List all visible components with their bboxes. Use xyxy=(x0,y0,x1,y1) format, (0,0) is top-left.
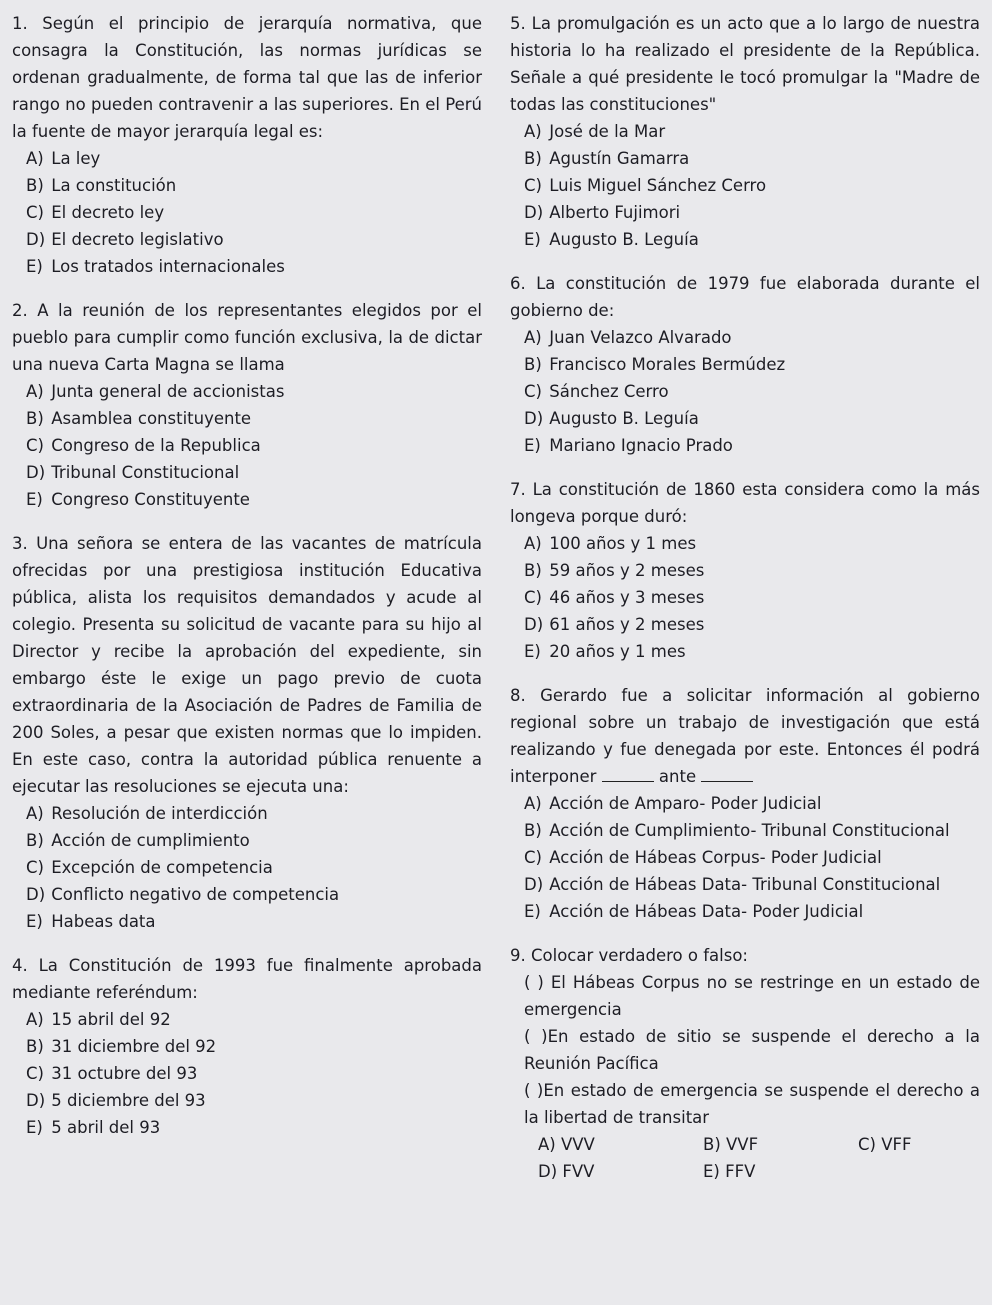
option-text: Acción de cumplimiento xyxy=(51,831,250,850)
question-8-stem-ante: ante xyxy=(658,767,697,786)
option-text: Habeas data xyxy=(51,912,156,931)
true-false-item[interactable]: ( )En estado de emergencia se suspende el derecho a la libertad de transitar xyxy=(524,1081,980,1127)
option-letter: D) xyxy=(524,203,544,222)
question-8-options xyxy=(510,790,980,925)
option-letter: A) xyxy=(524,534,542,553)
option-c[interactable] xyxy=(510,844,980,871)
question-1 xyxy=(12,10,482,280)
option-text: Sánchez Cerro xyxy=(549,382,669,401)
option-text: Junta general de accionistas xyxy=(51,382,285,401)
option-c[interactable] xyxy=(12,199,482,226)
option-a[interactable] xyxy=(510,530,980,557)
true-false-item[interactable]: ( )En estado de sitio se suspende el derecho a la Reunión Pacífica xyxy=(524,1027,980,1073)
option-text: Acción de Hábeas Data- Poder Judicial xyxy=(549,902,864,921)
question-8-stem: 8. Gerardo fue a solicitar información al gobierno regional sobre un trabajo de investigación que está realizando y fue denegada por este. Entonces él podrá interponer xyxy=(510,686,980,786)
option-text: Resolución de interdicción xyxy=(51,804,268,823)
option-b[interactable] xyxy=(510,817,980,844)
question-3-text: 3. Una señora se entera de las vacantes de matrícula ofrecidas por una prestigiosa institución Educativa pública, alista los requisitos demandados y acude al colegio. Presenta su solicitud de vacante para su hijo al Director y recibe la aprobación del expediente, sin embargo éste le exige un pago previo de cuota extraordinaria de la Asociación de Padres de Familia de 200 Soles, a pesar que existen normas que lo impiden. En este caso, contra la autoridad pública renuente a ejecutar las resoluciones se ejecuta una: xyxy=(12,534,482,796)
option-text: Mariano Ignacio Prado xyxy=(549,436,733,455)
question-2-text: 2. A la reunión de los representantes elegidos por el pueblo para cumplir como función exclusiva, la de dictar una nueva Carta Magna se llama xyxy=(12,301,482,374)
question-4 xyxy=(12,952,482,1141)
option-text: Congreso Constituyente xyxy=(51,490,250,509)
option-e[interactable]: E) FFV xyxy=(703,1162,756,1181)
option-text: La constitución xyxy=(51,176,177,195)
option-letter: E) xyxy=(524,642,541,661)
option-letter: B) xyxy=(524,355,542,374)
option-letter: D) xyxy=(524,409,544,428)
option-letter: B) xyxy=(26,831,44,850)
option-letter: C) xyxy=(524,848,542,867)
option-e[interactable] xyxy=(510,898,980,925)
option-text: 5 abril del 93 xyxy=(51,1118,161,1137)
option-text: Acción de Amparo- Poder Judicial xyxy=(549,794,822,813)
option-a[interactable] xyxy=(510,118,980,145)
option-text: Alberto Fujimori xyxy=(549,203,681,222)
left-column xyxy=(12,10,482,1141)
option-letter: E) xyxy=(524,230,541,249)
question-6-text: 6. La constitución de 1979 fue elaborada durante el gobierno de: xyxy=(510,274,980,320)
option-letter: A) xyxy=(26,1010,44,1029)
question-7 xyxy=(510,476,980,665)
option-letter: B) xyxy=(524,561,542,580)
option-c[interactable] xyxy=(12,432,482,459)
question-5-options xyxy=(510,118,980,253)
option-a[interactable]: A) VVV xyxy=(538,1135,595,1154)
question-8-text xyxy=(510,682,980,790)
option-text: Luis Miguel Sánchez Cerro xyxy=(549,176,767,195)
option-letter: D) xyxy=(524,875,544,894)
option-letter: A) xyxy=(26,382,44,401)
option-d[interactable] xyxy=(510,405,980,432)
option-d[interactable] xyxy=(510,871,980,898)
option-letter: A) xyxy=(524,794,542,813)
option-text: Acción de Hábeas Corpus- Poder Judicial xyxy=(549,848,882,867)
option-text: 5 diciembre del 93 xyxy=(51,1091,206,1110)
question-4-text: 4. La Constitución de 1993 fue finalmente aprobada mediante referéndum: xyxy=(12,956,482,1002)
option-e[interactable] xyxy=(12,1114,482,1141)
option-text: Agustín Gamarra xyxy=(549,149,690,168)
option-b[interactable] xyxy=(12,172,482,199)
option-text: 31 diciembre del 92 xyxy=(51,1037,217,1056)
question-3 xyxy=(12,530,482,935)
option-c[interactable] xyxy=(12,1060,482,1087)
option-a[interactable] xyxy=(12,800,482,827)
option-letter: D) xyxy=(524,615,544,634)
option-b[interactable] xyxy=(510,145,980,172)
option-b[interactable] xyxy=(12,827,482,854)
option-b[interactable] xyxy=(510,351,980,378)
option-text: 20 años y 1 mes xyxy=(549,642,686,661)
question-9 xyxy=(510,942,980,1185)
option-text: 59 años y 2 meses xyxy=(549,561,705,580)
option-d[interactable] xyxy=(12,459,482,486)
option-text: 15 abril del 92 xyxy=(51,1010,171,1029)
option-text: Tribunal Constitucional xyxy=(51,463,240,482)
option-text: Los tratados internacionales xyxy=(51,257,285,276)
question-9-text: 9. Colocar verdadero o falso: xyxy=(510,946,748,965)
option-letter: C) xyxy=(524,382,542,401)
option-e[interactable] xyxy=(510,638,980,665)
option-letter: E) xyxy=(524,902,541,921)
option-c[interactable] xyxy=(510,584,980,611)
option-d[interactable] xyxy=(510,199,980,226)
option-text: 31 octubre del 93 xyxy=(51,1064,198,1083)
question-7-options xyxy=(510,530,980,665)
option-letter: B) xyxy=(524,821,542,840)
option-text: Francisco Morales Bermúdez xyxy=(549,355,786,374)
question-4-options xyxy=(12,1006,482,1141)
option-c[interactable]: C) VFF xyxy=(858,1135,912,1154)
option-text: Augusto B. Leguía xyxy=(549,230,699,249)
option-text: Asamblea constituyente xyxy=(51,409,252,428)
option-letter: B) xyxy=(524,149,542,168)
option-a[interactable] xyxy=(12,145,482,172)
option-text: La ley xyxy=(51,149,101,168)
option-d[interactable] xyxy=(12,226,482,253)
option-a[interactable] xyxy=(510,790,980,817)
option-letter: A) xyxy=(26,149,44,168)
option-letter: C) xyxy=(524,588,542,607)
option-a[interactable] xyxy=(12,378,482,405)
question-5 xyxy=(510,10,980,253)
question-7-text: 7. La constitución de 1860 esta considera como la más longeva porque duró: xyxy=(510,480,980,526)
question-3-options xyxy=(12,800,482,935)
option-b[interactable] xyxy=(12,405,482,432)
option-c[interactable] xyxy=(510,172,980,199)
option-b[interactable]: B) VVF xyxy=(703,1135,759,1154)
option-letter: E) xyxy=(26,257,43,276)
answer-blank[interactable] xyxy=(701,767,753,782)
option-text: 100 años y 1 mes xyxy=(549,534,697,553)
option-text: José de la Mar xyxy=(549,122,666,141)
option-b[interactable] xyxy=(12,1033,482,1060)
option-b[interactable] xyxy=(510,557,980,584)
option-letter: A) xyxy=(26,804,44,823)
option-a[interactable] xyxy=(12,1006,482,1033)
option-letter: D) xyxy=(26,885,46,904)
option-letter: A) xyxy=(524,122,542,141)
option-d[interactable] xyxy=(12,1087,482,1114)
option-text: Acción de Cumplimiento- Tribunal Constitucional xyxy=(549,821,950,840)
question-6 xyxy=(510,270,980,459)
option-text: Acción de Hábeas Data- Tribunal Constitucional xyxy=(549,875,941,894)
question-2-options xyxy=(12,378,482,513)
option-a[interactable] xyxy=(510,324,980,351)
option-letter: D) xyxy=(26,463,46,482)
question-6-options xyxy=(510,324,980,459)
option-c[interactable] xyxy=(12,854,482,881)
option-letter: B) xyxy=(26,1037,44,1056)
option-e[interactable] xyxy=(12,253,482,280)
option-text: 46 años y 3 meses xyxy=(549,588,705,607)
option-letter: D) xyxy=(26,1091,46,1110)
question-8 xyxy=(510,682,980,925)
true-false-item[interactable]: ( ) El Hábeas Corpus no se restringe en un estado de emergencia xyxy=(524,973,980,1019)
option-e[interactable] xyxy=(510,226,980,253)
option-letter: A) xyxy=(524,328,542,347)
option-e[interactable] xyxy=(510,432,980,459)
option-c[interactable] xyxy=(510,378,980,405)
option-text: Augusto B. Leguía xyxy=(549,409,699,428)
option-d[interactable]: D) FVV xyxy=(538,1162,595,1181)
option-e[interactable] xyxy=(12,908,482,935)
option-text: Excepción de competencia xyxy=(51,858,273,877)
option-letter: E) xyxy=(26,490,43,509)
option-d[interactable] xyxy=(510,611,980,638)
option-letter: E) xyxy=(26,912,43,931)
question-1-text: 1. Según el principio de jerarquía normativa, que consagra la Constitución, las normas jurídicas se ordenan gradualmente, de forma tal que las de inferior rango no pueden contravenir a las superiores. En el Perú la fuente de mayor jerarquía legal es: xyxy=(12,14,482,141)
option-letter: C) xyxy=(26,436,44,455)
option-d[interactable] xyxy=(12,881,482,908)
option-text: Conflicto negativo de competencia xyxy=(51,885,340,904)
option-letter: C) xyxy=(26,858,44,877)
option-text: 61 años y 2 meses xyxy=(549,615,705,634)
question-9-answers xyxy=(510,1131,980,1185)
option-letter: C) xyxy=(524,176,542,195)
option-text: El decreto legislativo xyxy=(51,230,224,249)
option-text: Congreso de la Republica xyxy=(51,436,261,455)
option-text: Juan Velazco Alvarado xyxy=(549,328,732,347)
answer-blank[interactable] xyxy=(602,767,654,782)
question-2 xyxy=(12,297,482,513)
option-letter: E) xyxy=(524,436,541,455)
option-letter: D) xyxy=(26,230,46,249)
option-text: El decreto ley xyxy=(51,203,165,222)
option-letter: C) xyxy=(26,203,44,222)
option-letter: B) xyxy=(26,176,44,195)
option-letter: E) xyxy=(26,1118,43,1137)
option-e[interactable] xyxy=(12,486,482,513)
option-letter: C) xyxy=(26,1064,44,1083)
option-letter: B) xyxy=(26,409,44,428)
question-1-options xyxy=(12,145,482,280)
question-5-text: 5. La promulgación es un acto que a lo largo de nuestra historia lo ha realizado el presidente de la República. Señale a qué presidente le tocó promulgar la "Madre de todas las constituciones" xyxy=(510,14,980,114)
right-column xyxy=(510,10,980,1185)
